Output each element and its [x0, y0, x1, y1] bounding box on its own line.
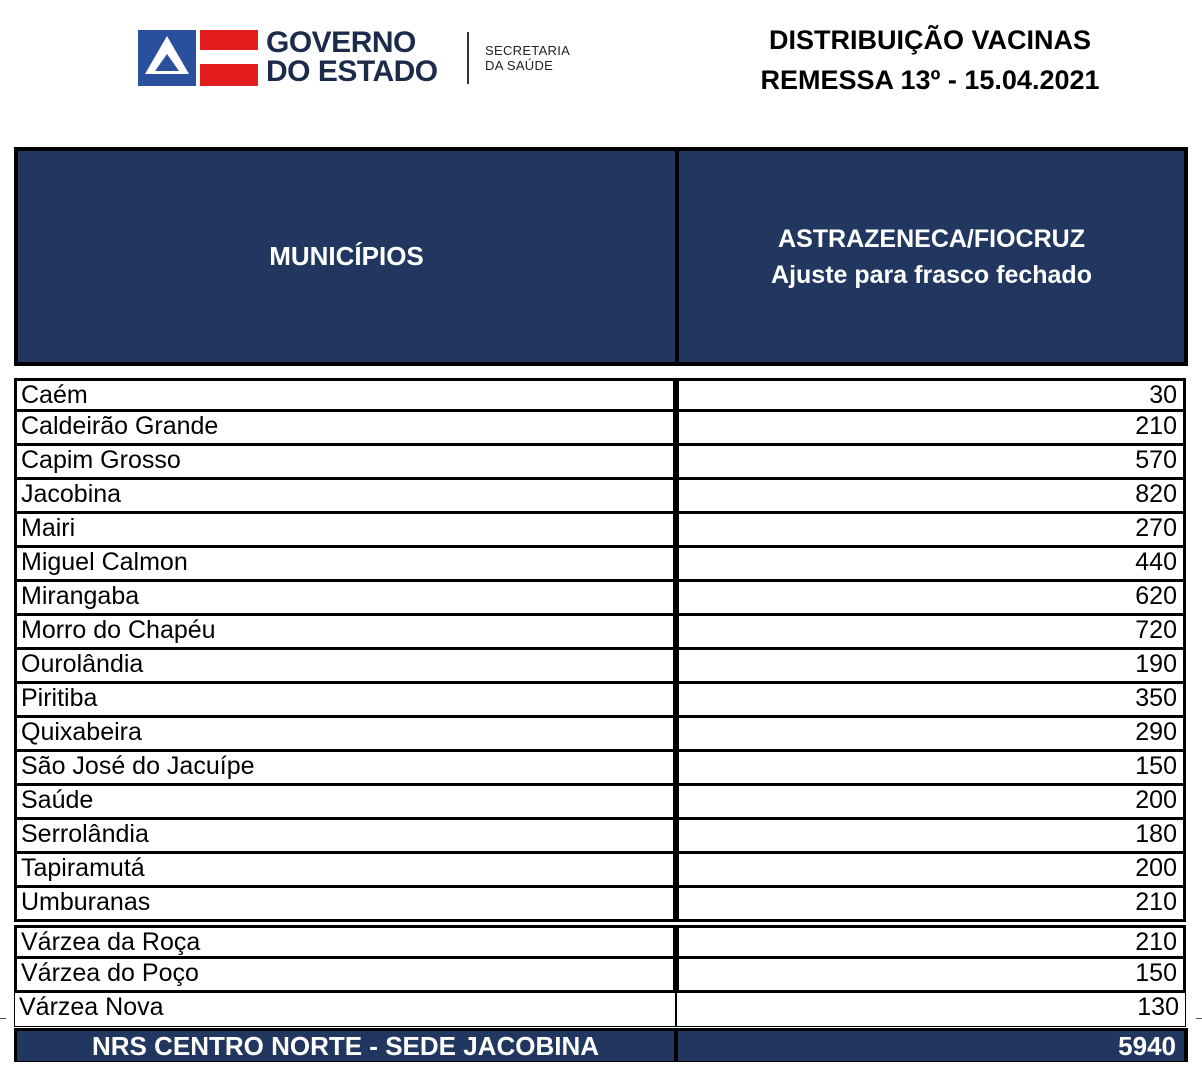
municipio-cell: São José do Jacuípe — [14, 752, 676, 786]
table-row — [14, 888, 1188, 922]
secretaria-line-1: SECRETARIA — [485, 43, 571, 58]
doses-cell: 290 — [676, 718, 1186, 752]
municipio-cell: Jacobina — [14, 480, 676, 514]
doses-cell: 720 — [676, 616, 1186, 650]
doses-cell: 210 — [676, 412, 1186, 446]
logo-line-1: GOVERNO — [266, 26, 416, 59]
municipio-cell: Várzea Nova — [14, 993, 676, 1027]
municipio-cell: Tapiramutá — [14, 854, 676, 888]
table-row — [14, 412, 1188, 446]
table-row — [14, 446, 1188, 480]
table-row — [14, 752, 1188, 786]
table-row — [14, 993, 1188, 1027]
doses-cell: 350 — [676, 684, 1186, 718]
doses-cell: 190 — [676, 650, 1186, 684]
table-row — [14, 582, 1188, 616]
table-row — [14, 650, 1188, 684]
table-body — [14, 378, 1188, 1027]
table-header — [14, 147, 1188, 366]
doses-cell: 200 — [676, 786, 1186, 820]
doses-cell: 440 — [676, 548, 1186, 582]
total-row — [14, 1028, 1188, 1062]
doses-cell: 620 — [676, 582, 1186, 616]
table-row — [14, 718, 1188, 752]
table-row — [14, 480, 1188, 514]
document-title — [720, 20, 1140, 100]
column-header-municipios-label: MUNICÍPIOS — [269, 241, 424, 271]
table-row — [14, 959, 1188, 993]
column-header-astrazeneca-line-1: ASTRAZENECA/FIOCRUZ — [778, 224, 1085, 253]
title-line-1: DISTRIBUIÇÃO VACINAS — [768, 25, 1091, 55]
table-row — [14, 854, 1188, 888]
municipio-cell: Mairi — [14, 514, 676, 548]
title-line-2: REMESSA 13º - 15.04.2021 — [760, 65, 1100, 95]
table-row — [14, 616, 1188, 650]
municipio-cell: Caldeirão Grande — [14, 412, 676, 446]
doses-cell: 210 — [676, 925, 1186, 959]
table-row — [14, 378, 1188, 412]
page-edge-mark — [0, 1018, 6, 1019]
municipio-cell: Umburanas — [14, 888, 676, 922]
table-row — [14, 786, 1188, 820]
municipio-cell: Várzea da Roça — [14, 925, 676, 959]
municipio-cell: Morro do Chapéu — [14, 616, 676, 650]
municipio-cell: Várzea do Poço — [14, 959, 676, 993]
municipio-cell: Mirangaba — [14, 582, 676, 616]
municipio-cell: Ourolândia — [14, 650, 676, 684]
doses-cell: 180 — [676, 820, 1186, 854]
logo-text — [266, 28, 438, 86]
table-row — [14, 820, 1188, 854]
doses-cell: 270 — [676, 514, 1186, 548]
doses-cell: 130 — [676, 993, 1186, 1027]
municipio-cell: Caém — [14, 378, 676, 412]
total-label: NRS CENTRO NORTE - SEDE JACOBINA — [17, 1031, 674, 1061]
doses-cell: 570 — [676, 446, 1186, 480]
municipio-cell: Capim Grosso — [14, 446, 676, 480]
logo-divider — [467, 32, 469, 84]
municipio-cell: Piritiba — [14, 684, 676, 718]
total-value: 5940 — [678, 1031, 1184, 1061]
municipio-cell: Saúde — [14, 786, 676, 820]
doses-cell: 200 — [676, 854, 1186, 888]
column-header-astrazeneca-line-2: Ajuste para frasco fechado — [771, 260, 1092, 289]
column-header-astrazeneca — [679, 151, 1184, 362]
doses-cell: 150 — [676, 752, 1186, 786]
doses-cell: 150 — [676, 959, 1186, 993]
table-row — [14, 925, 1188, 959]
bahia-flag-icon — [138, 30, 258, 86]
table-row — [14, 548, 1188, 582]
municipio-cell: Serrolândia — [14, 820, 676, 854]
table-row — [14, 514, 1188, 548]
column-header-municipios — [18, 151, 675, 362]
doses-cell: 820 — [676, 480, 1186, 514]
logo-line-2: DO ESTADO — [266, 55, 438, 88]
governo-bahia-logo — [138, 26, 588, 90]
doses-cell: 210 — [676, 888, 1186, 922]
secretaria-line-2: DA SAÚDE — [485, 58, 554, 73]
doses-cell: 30 — [676, 378, 1186, 412]
municipio-cell: Quixabeira — [14, 718, 676, 752]
table-row — [14, 684, 1188, 718]
municipio-cell: Miguel Calmon — [14, 548, 676, 582]
secretaria-text — [485, 43, 570, 73]
page-edge-mark — [1196, 1018, 1202, 1019]
